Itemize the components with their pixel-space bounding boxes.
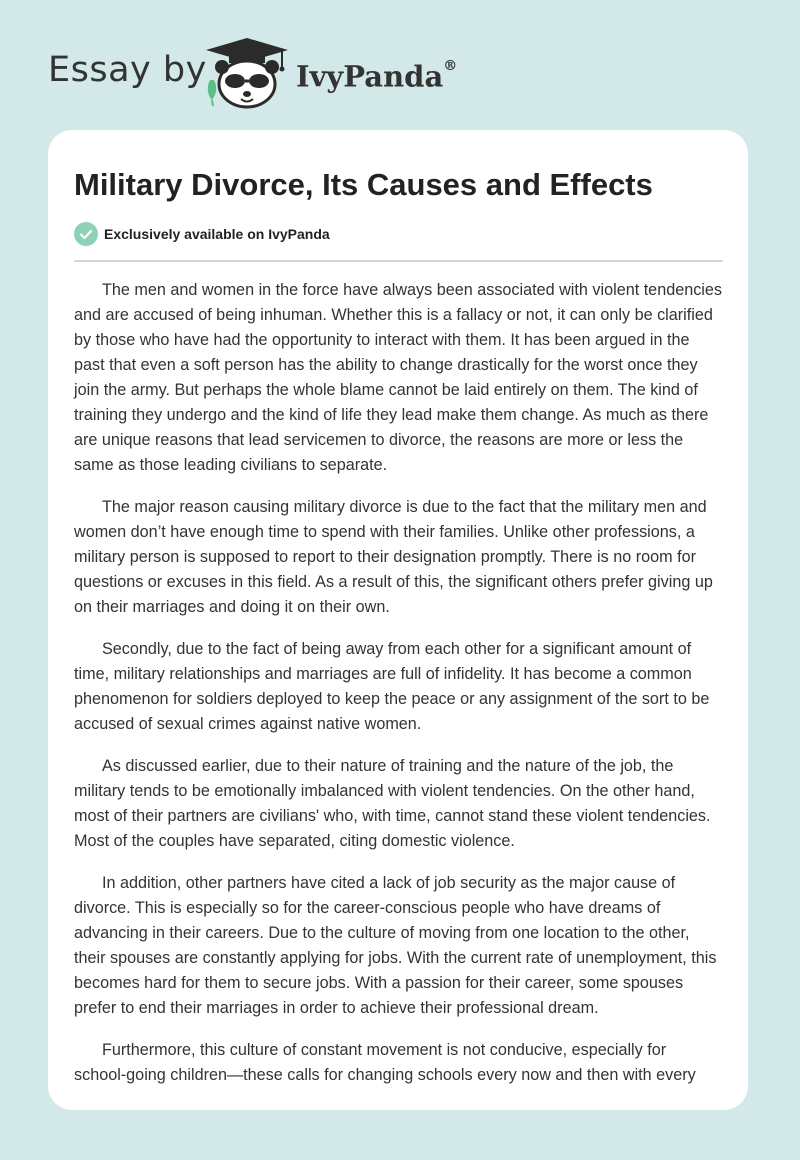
essay-card <box>48 130 748 1110</box>
availability-badge <box>74 222 330 246</box>
paragraph: Furthermore, this culture of constant movement is not conducive, especially for school-going children—these calls for changing schools every now and then with every <box>74 1041 696 1084</box>
brand-name[interactable] <box>296 52 457 97</box>
availability-text: Exclusively available on IvyPanda <box>104 226 330 242</box>
paragraph: Secondly, due to the fact of being away from each other for a significant amount of time, military relationships and marriages are full of infidelity. It has become a common phenomenon for soldiers deployed to keep the peace or any assignment of the sort to be accused of sexual crimes against native women. <box>74 640 710 733</box>
essay-by-label: Essay by <box>48 50 207 90</box>
essay-body <box>74 278 722 1105</box>
brand-label: IvyPanda <box>296 59 444 94</box>
paragraph: In addition, other partners have cited a lack of job security as the major cause of divorce. This is especially so for the career-conscious people who have dreams of advancing in their careers. Due to the culture of moving from one location to the other, their spouses are constantly applying for jobs. With the current rate of unemployment, this becomes hard for them to secure jobs. With a passion for their career, some spouses prefer to end their marriages in order to achieve their professional dream. <box>74 874 717 1017</box>
panda-graduate-icon <box>202 36 292 110</box>
page-title: Military Divorce, Its Causes and Effects <box>74 167 653 202</box>
divider <box>74 260 723 262</box>
paragraph: The major reason causing military divorce is due to the fact that the military men and women don’t have enough time to spend with their families. Unlike other professions, a military person is supposed to report to their designation promptly. There is no room for questions or excuses in this field. As a result of this, the significant others prefer giving up on their marriages and doing it on their own. <box>74 498 713 616</box>
paragraph: The men and women in the force have always been associated with violent tendencies and are accused of being inhuman. Whether this is a fallacy or not, it can only be clarified by those who have had the opportunity to interact with them. It has been argued in the past that even a soft person has the ability to change drastically for the worst once they join the army. But perhaps the whole blame cannot be laid entirely on them. The kind of training they undergo and the kind of life they lead make them change. As much as there are unique reasons that lead servicemen to divorce, the reasons are more or less the same as those leading civilians to separate. <box>74 281 722 474</box>
registered-mark: ® <box>443 58 458 74</box>
check-circle-icon <box>74 222 98 246</box>
paragraph: As discussed earlier, due to their nature of training and the nature of the job, the military tends to be emotionally imbalanced with violent tendencies. On the other hand, most of their partners are civilians' who, with time, cannot stand these violent tendencies. Most of the couples have separated, citing domestic violence. <box>74 757 711 850</box>
site-header <box>0 0 800 130</box>
